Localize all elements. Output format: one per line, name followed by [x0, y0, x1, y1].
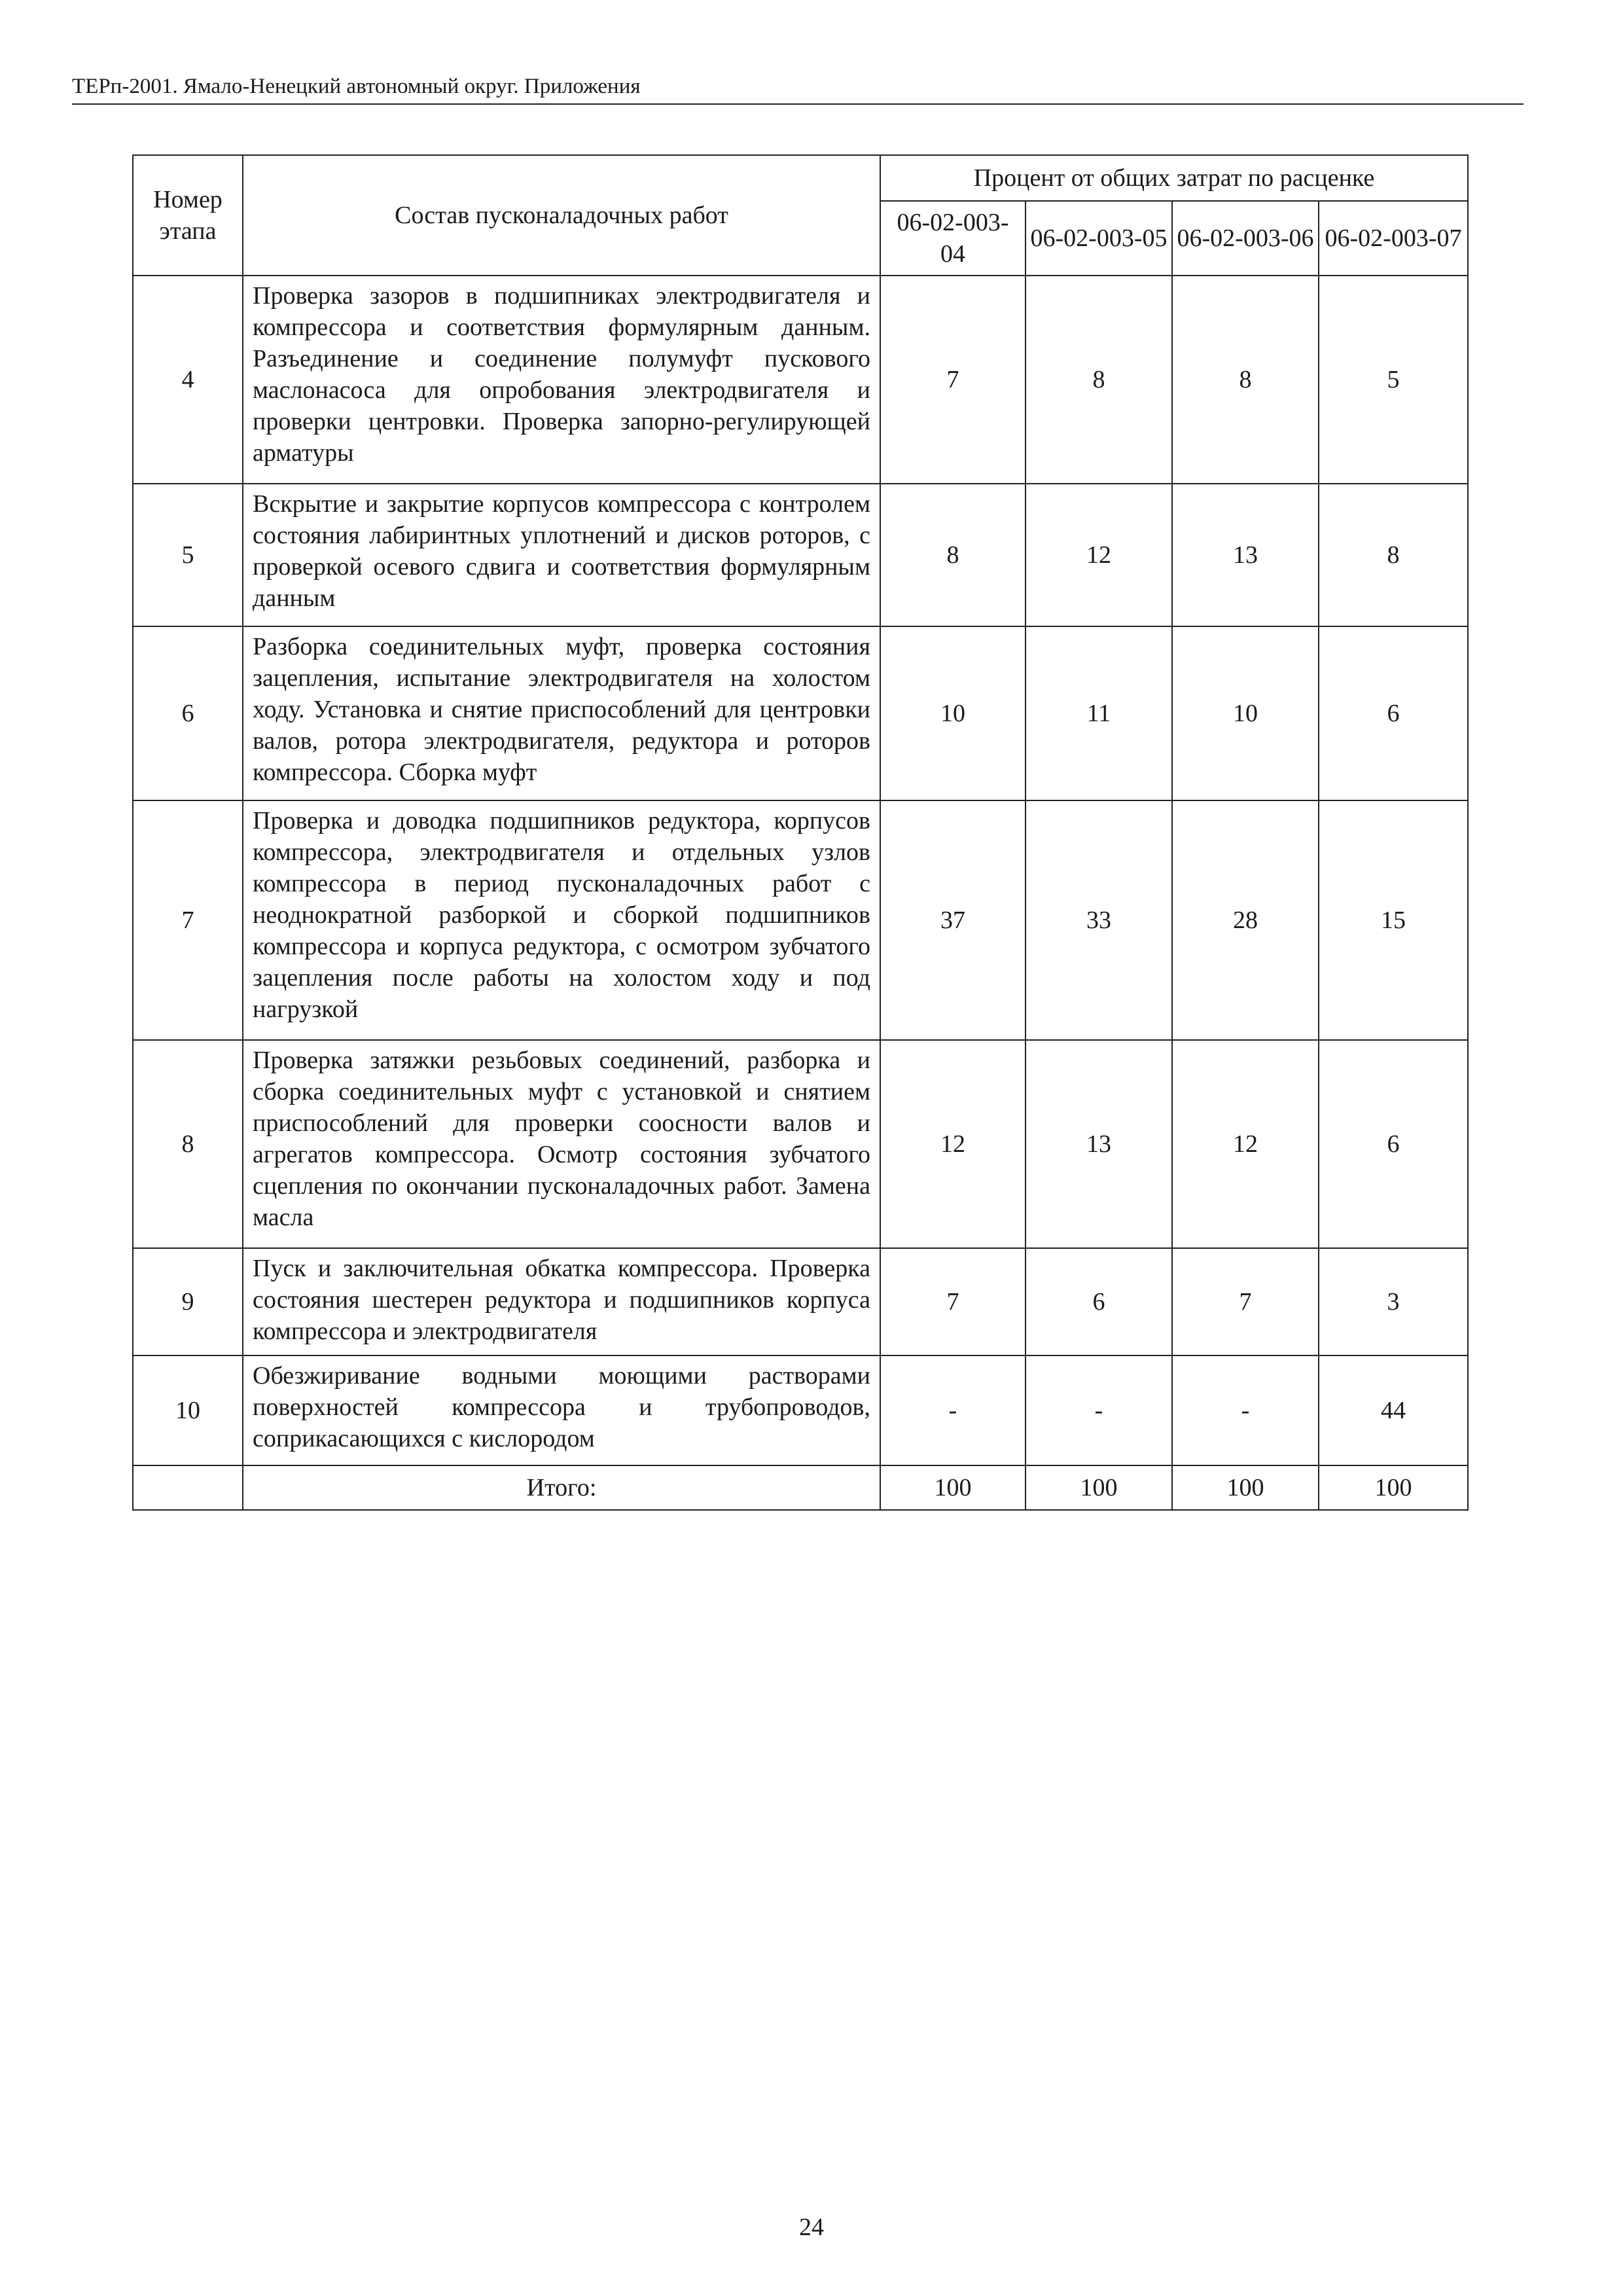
stage-number: 10 [133, 1355, 243, 1465]
percent-value: 44 [1319, 1355, 1468, 1465]
percent-value: - [1172, 1355, 1319, 1465]
percent-value: 6 [1026, 1248, 1172, 1355]
percent-value: 11 [1026, 626, 1172, 800]
table-row [133, 276, 1468, 484]
stage-number: 5 [133, 484, 243, 626]
percent-value: 12 [880, 1040, 1026, 1248]
stage-number: 4 [133, 276, 243, 484]
stage-number: 7 [133, 800, 243, 1040]
total-stage-empty [133, 1465, 243, 1510]
percent-value: 15 [1319, 800, 1468, 1040]
percent-value: 7 [880, 1248, 1026, 1355]
percent-value: - [1026, 1355, 1172, 1465]
percent-value: 8 [1026, 276, 1172, 484]
work-description: Разборка соединительных муфт, проверка состояния зацепления, испытание электродвигателя на холостом ходу. Установка и снятие приспособлений для центровки валов, ротора электродвигателя, редуктора и роторов компрессора. Сборка муфт [243, 626, 880, 800]
total-value: 100 [1319, 1465, 1468, 1510]
percent-value: 7 [1172, 1248, 1319, 1355]
percent-value: 8 [1319, 484, 1468, 626]
header-work-composition: Состав пусконаладочных работ [243, 155, 880, 276]
percent-value: 12 [1172, 1040, 1319, 1248]
percent-value: 13 [1172, 484, 1319, 626]
percent-value: 5 [1319, 276, 1468, 484]
percent-value: 13 [1026, 1040, 1172, 1248]
percent-value: 12 [1026, 484, 1172, 626]
stage-number: 6 [133, 626, 243, 800]
percent-value: - [880, 1355, 1026, 1465]
table-row [133, 1040, 1468, 1248]
percent-value: 8 [880, 484, 1026, 626]
total-value: 100 [880, 1465, 1026, 1510]
header-rate-code: 06-02-003-04 [880, 201, 1026, 276]
work-description: Проверка и доводка подшипников редуктора, корпусов компрессора, электродвигателя и отдельных узлов компрессора в период пусконаладочных работ с неоднократной разборкой и сборкой подшипников компрессора и корпуса редуктора, с осмотром зубчатого зацепления после работы на холостом ходу и под нагрузкой [243, 800, 880, 1040]
total-value: 100 [1172, 1465, 1319, 1510]
total-label: Итого: [243, 1465, 880, 1510]
header-stage-number: Номер этапа [133, 155, 243, 276]
work-description: Вскрытие и закрытие корпусов компрессора с контролем состояния лабиринтных уплотнений и дисков роторов, с проверкой осевого сдвига и соответствия формулярным данным [243, 484, 880, 626]
table-row [133, 1355, 1468, 1465]
percent-value: 6 [1319, 626, 1468, 800]
cost-distribution-table [132, 154, 1469, 1511]
table-row [133, 800, 1468, 1040]
percent-value: 10 [880, 626, 1026, 800]
total-value: 100 [1026, 1465, 1172, 1510]
stage-number: 8 [133, 1040, 243, 1248]
percent-value: 6 [1319, 1040, 1468, 1248]
stage-number: 9 [133, 1248, 243, 1355]
work-description: Пуск и заключительная обкатка компрессора. Проверка состояния шестерен редуктора и подшипников корпуса компрессора и электродвигателя [243, 1248, 880, 1355]
percent-value: 37 [880, 800, 1026, 1040]
header-percent-group: Процент от общих затрат по расценке [880, 155, 1468, 201]
header-rate-code: 06-02-003-07 [1319, 201, 1468, 276]
work-description: Проверка зазоров в подшипниках электродвигателя и компрессора и соответствия формулярным данным. Разъединение и соединение полумуфт пускового маслонасоса для опробования электродвигателя и проверки центровки. Проверка запорно-регулирующей арматуры [243, 276, 880, 484]
percent-value: 7 [880, 276, 1026, 484]
percent-value: 33 [1026, 800, 1172, 1040]
table-row [133, 626, 1468, 800]
percent-value: 28 [1172, 800, 1319, 1040]
total-row [133, 1465, 1468, 1510]
percent-value: 8 [1172, 276, 1319, 484]
percent-value: 10 [1172, 626, 1319, 800]
table-row [133, 484, 1468, 626]
page-number: 24 [799, 2214, 824, 2241]
work-description: Обезжиривание водными моющими растворами поверхностей компрессора и трубопроводов, соприкасающихся с кислородом [243, 1355, 880, 1465]
running-header: ТЕРп-2001. Ямало-Ненецкий автономный округ. Приложения [72, 73, 1524, 105]
table-row [133, 1248, 1468, 1355]
percent-value: 3 [1319, 1248, 1468, 1355]
work-description: Проверка затяжки резьбовых соединений, разборка и сборка соединительных муфт с установкой и снятием приспособлений для проверки соосности валов и агрегатов компрессора. Осмотр состояния зубчатого сцепления по окончании пусконаладочных работ. Замена масла [243, 1040, 880, 1248]
header-rate-code: 06-02-003-05 [1026, 201, 1172, 276]
header-rate-code: 06-02-003-06 [1172, 201, 1319, 276]
